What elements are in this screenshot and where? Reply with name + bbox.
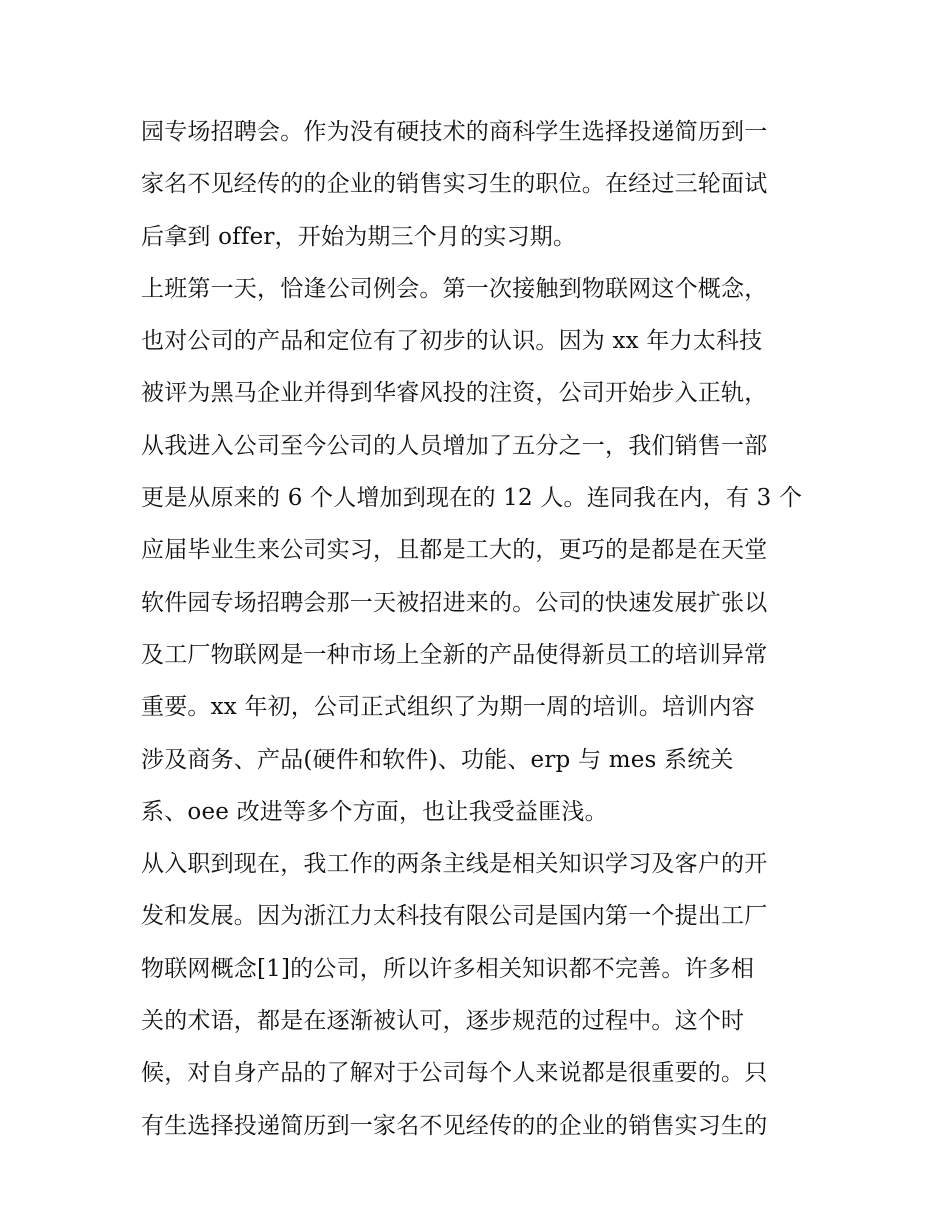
text-line: 系、oee 改进等多个方面，也让我受益匪浅。: [141, 798, 608, 825]
text-line: 从入职到现在，我工作的两条主线是相关知识学习及客户的开: [141, 851, 768, 878]
text-line: 更是从原来的 6 个人增加到现在的 12 人。连同我在内，有 3 个: [141, 485, 803, 512]
text-line: 有生选择投递简历到一家名不见经传的的企业的销售实习生的: [141, 1112, 768, 1139]
text-line: 被评为黑马企业并得到华睿风投的注资，公司开始步入正轨，: [141, 380, 768, 407]
document-body: [141, 106, 821, 1152]
text-line: 发和发展。因为浙江力太科技有限公司是国内第一个提出工厂: [141, 903, 768, 930]
text-line: 物联网概念[1]的公司，所以许多相关知识都不完善。许多相: [141, 955, 755, 982]
text-line: 候，对自身产品的了解对于公司每个人来说都是很重要的。只: [141, 1060, 768, 1087]
text-line: 关的术语，都是在逐渐被认可，逐步规范的过程中。这个时: [141, 1008, 745, 1035]
text-line: 后拿到 offer，开始为期三个月的实习期。: [141, 223, 577, 250]
text-line: 涉及商务、产品(硬件和软件)、功能、erp 与 mes 系统关: [141, 746, 734, 773]
text-line: 上班第一天，恰逢公司例会。第一次接触到物联网这个概念，: [141, 275, 768, 302]
text-line: 从我进入公司至今公司的人员增加了五分之一，我们销售一部: [141, 432, 768, 459]
text-line: 及工厂物联网是一种市场上全新的产品使得新员工的培训异常: [141, 641, 768, 668]
text-line: 软件园专场招聘会那一天被招进来的。公司的快速发展扩张以: [141, 589, 768, 616]
text-line: 也对公司的产品和定位有了初步的认识。因为 xx 年力太科技: [141, 328, 763, 355]
text-line: 家名不见经传的的企业的销售实习生的职位。在经过三轮面试: [141, 171, 768, 198]
text-line: 重要。xx 年初，公司正式组织了为期一周的培训。培训内容: [141, 694, 755, 721]
text-line: 园专场招聘会。作为没有硬技术的商科学生选择投递简历到一: [141, 119, 768, 145]
text-line: 应届毕业生来公司实习，且都是工大的，更巧的是都是在天堂: [141, 537, 768, 564]
